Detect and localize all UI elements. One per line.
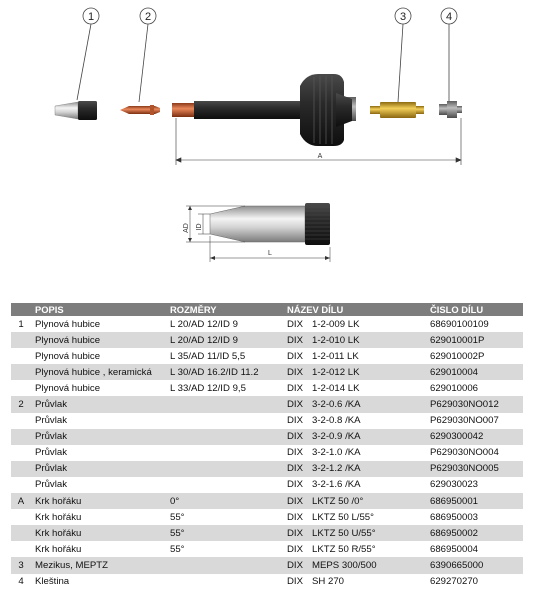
row-cislo-dilu: 629010006 <box>426 380 523 396</box>
row-cislo-dilu: 629030023 <box>426 477 523 493</box>
row-popis: Plynová hubice <box>31 316 166 332</box>
row-cislo-dilu: P629030NO007 <box>426 413 523 429</box>
callout-3 <box>395 8 411 102</box>
row-rozmery <box>166 461 283 477</box>
row-cislo-dilu: 6290300042 <box>426 429 523 445</box>
row-index <box>11 364 31 380</box>
callout-1-number: 1 <box>87 11 95 23</box>
row-index <box>11 380 31 396</box>
table-row <box>11 364 523 380</box>
row-rozmery <box>166 574 283 590</box>
row-popis: Průvlak <box>31 413 166 429</box>
table-row <box>11 574 523 590</box>
table-row <box>11 477 523 493</box>
row-brand: DIX <box>283 332 308 348</box>
row-rozmery: L 20/AD 12/ID 9 <box>166 332 283 348</box>
row-rozmery <box>166 445 283 461</box>
row-index: 4 <box>11 574 31 590</box>
table-body <box>11 316 523 590</box>
table-row <box>11 380 523 396</box>
row-nazev-dilu: 3-2-0.9 /KA <box>308 429 426 445</box>
row-popis: Krk hořáku <box>31 525 166 541</box>
torch-neck-illustration <box>172 74 356 146</box>
table-row <box>11 348 523 364</box>
row-cislo-dilu: 629010001P <box>426 332 523 348</box>
row-popis: Průvlak <box>31 461 166 477</box>
row-nazev-dilu: LKTZ 50 R/55° <box>308 541 426 557</box>
row-cislo-dilu: 629010002P <box>426 348 523 364</box>
row-index: 3 <box>11 557 31 573</box>
row-index <box>11 477 31 493</box>
row-brand: DIX <box>283 477 308 493</box>
row-index: 2 <box>11 396 31 412</box>
row-popis: Krk hořáku <box>31 509 166 525</box>
nozzle-detail-drawing <box>186 203 330 262</box>
row-nazev-dilu: 3-2-0.8 /KA <box>308 413 426 429</box>
row-brand: DIX <box>283 541 308 557</box>
row-index <box>11 525 31 541</box>
row-index <box>11 509 31 525</box>
row-nazev-dilu: LKTZ 50 /0° <box>308 493 426 509</box>
row-index: 1 <box>11 316 31 332</box>
row-brand: DIX <box>283 348 308 364</box>
header-rozmery: ROZMĚRY <box>166 303 283 316</box>
table-row <box>11 429 523 445</box>
dimension-label-l: L <box>268 250 272 257</box>
row-cislo-dilu: 629270270 <box>426 574 523 590</box>
row-brand: DIX <box>283 574 308 590</box>
header-index <box>11 303 31 316</box>
row-cislo-dilu: 686950002 <box>426 525 523 541</box>
row-index <box>11 332 31 348</box>
row-nazev-dilu: 3-2-1.2 /KA <box>308 461 426 477</box>
row-nazev-dilu: LKTZ 50 L/55° <box>308 509 426 525</box>
table-row <box>11 461 523 477</box>
header-nazev-dilu: NÁZEV DÍLU <box>283 303 426 316</box>
row-cislo-dilu: 686950003 <box>426 509 523 525</box>
callout-1 <box>77 8 99 100</box>
row-rozmery <box>166 396 283 412</box>
row-nazev-dilu: 3-2-0.6 /KA <box>308 396 426 412</box>
row-index: A <box>11 493 31 509</box>
row-rozmery: L 20/AD 12/ID 9 <box>166 316 283 332</box>
row-popis: Mezikus, MEPTZ <box>31 557 166 573</box>
callout-4-number: 4 <box>445 11 453 23</box>
table-row <box>11 525 523 541</box>
row-popis: Plynová hubice <box>31 380 166 396</box>
callout-2 <box>139 8 156 102</box>
row-brand: DIX <box>283 445 308 461</box>
row-brand: DIX <box>283 509 308 525</box>
row-nazev-dilu: 1-2-010 LK <box>308 332 426 348</box>
row-rozmery <box>166 413 283 429</box>
row-nazev-dilu: 3-2-1.0 /KA <box>308 445 426 461</box>
row-index <box>11 429 31 445</box>
row-cislo-dilu: 686950001 <box>426 493 523 509</box>
callout-2-number: 2 <box>144 11 152 23</box>
row-brand: DIX <box>283 461 308 477</box>
table-row <box>11 557 523 573</box>
row-rozmery: L 30/AD 16.2/ID 11.2 <box>166 364 283 380</box>
row-nazev-dilu: MEPS 300/500 <box>308 557 426 573</box>
callout-4 <box>441 8 457 101</box>
row-popis: Plynová hubice <box>31 332 166 348</box>
row-brand: DIX <box>283 493 308 509</box>
row-cislo-dilu: 629010004 <box>426 364 523 380</box>
row-cislo-dilu: P629030NO004 <box>426 445 523 461</box>
row-popis: Krk hořáku <box>31 541 166 557</box>
row-brand: DIX <box>283 557 308 573</box>
row-rozmery: 0° <box>166 493 283 509</box>
row-rozmery: L 33/AD 12/ID 9,5 <box>166 380 283 396</box>
row-brand: DIX <box>283 396 308 412</box>
collet-illustration <box>439 101 462 118</box>
row-rozmery <box>166 477 283 493</box>
adapter-illustration <box>370 102 424 118</box>
table-row <box>11 445 523 461</box>
dimension-label-ad: AD <box>183 223 190 233</box>
dimension-label-id: ID <box>196 223 203 231</box>
row-index <box>11 541 31 557</box>
table-row <box>11 413 523 429</box>
row-cislo-dilu: P629030NO005 <box>426 461 523 477</box>
row-brand: DIX <box>283 316 308 332</box>
row-brand: DIX <box>283 364 308 380</box>
row-popis: Kleština <box>31 574 166 590</box>
row-nazev-dilu: 1-2-011 LK <box>308 348 426 364</box>
table-row <box>11 396 523 412</box>
row-popis: Průvlak <box>31 429 166 445</box>
header-popis: POPIS <box>31 303 166 316</box>
table-row <box>11 316 523 332</box>
row-index <box>11 413 31 429</box>
row-brand: DIX <box>283 429 308 445</box>
row-index <box>11 445 31 461</box>
row-brand: DIX <box>283 525 308 541</box>
row-rozmery: L 35/AD 11/ID 5,5 <box>166 348 283 364</box>
row-nazev-dilu: 1-2-014 LK <box>308 380 426 396</box>
parts-table <box>11 303 523 590</box>
row-nazev-dilu: 3-2-1.6 /KA <box>308 477 426 493</box>
row-rozmery: 55° <box>166 525 283 541</box>
callout-3-number: 3 <box>399 11 407 23</box>
gas-nozzle-illustration <box>55 101 97 120</box>
row-brand: DIX <box>283 380 308 396</box>
row-nazev-dilu: 1-2-012 LK <box>308 364 426 380</box>
row-index <box>11 348 31 364</box>
row-cislo-dilu: 686950004 <box>426 541 523 557</box>
row-rozmery <box>166 557 283 573</box>
row-popis: Průvlak <box>31 396 166 412</box>
row-popis: Plynová hubice , keramická <box>31 364 166 380</box>
row-rozmery <box>166 429 283 445</box>
table-row <box>11 541 523 557</box>
row-popis: Plynová hubice <box>31 348 166 364</box>
table-row <box>11 493 523 509</box>
row-nazev-dilu: SH 270 <box>308 574 426 590</box>
row-popis: Průvlak <box>31 477 166 493</box>
row-rozmery: 55° <box>166 541 283 557</box>
row-index <box>11 461 31 477</box>
table-header-row <box>11 303 523 316</box>
contact-tip-illustration <box>120 105 160 115</box>
row-brand: DIX <box>283 413 308 429</box>
row-popis: Průvlak <box>31 445 166 461</box>
table-row <box>11 332 523 348</box>
row-rozmery: 55° <box>166 509 283 525</box>
row-popis: Krk hořáku <box>31 493 166 509</box>
row-cislo-dilu: 68690100109 <box>426 316 523 332</box>
row-cislo-dilu: P629030NO012 <box>426 396 523 412</box>
table-row <box>11 509 523 525</box>
row-nazev-dilu: LKTZ 50 U/55° <box>308 525 426 541</box>
dimension-label-a: A <box>317 153 323 160</box>
row-nazev-dilu: 1-2-009 LK <box>308 316 426 332</box>
row-cislo-dilu: 6390665000 <box>426 557 523 573</box>
header-cislo-dilu: ČISLO DÍLU <box>426 303 523 316</box>
